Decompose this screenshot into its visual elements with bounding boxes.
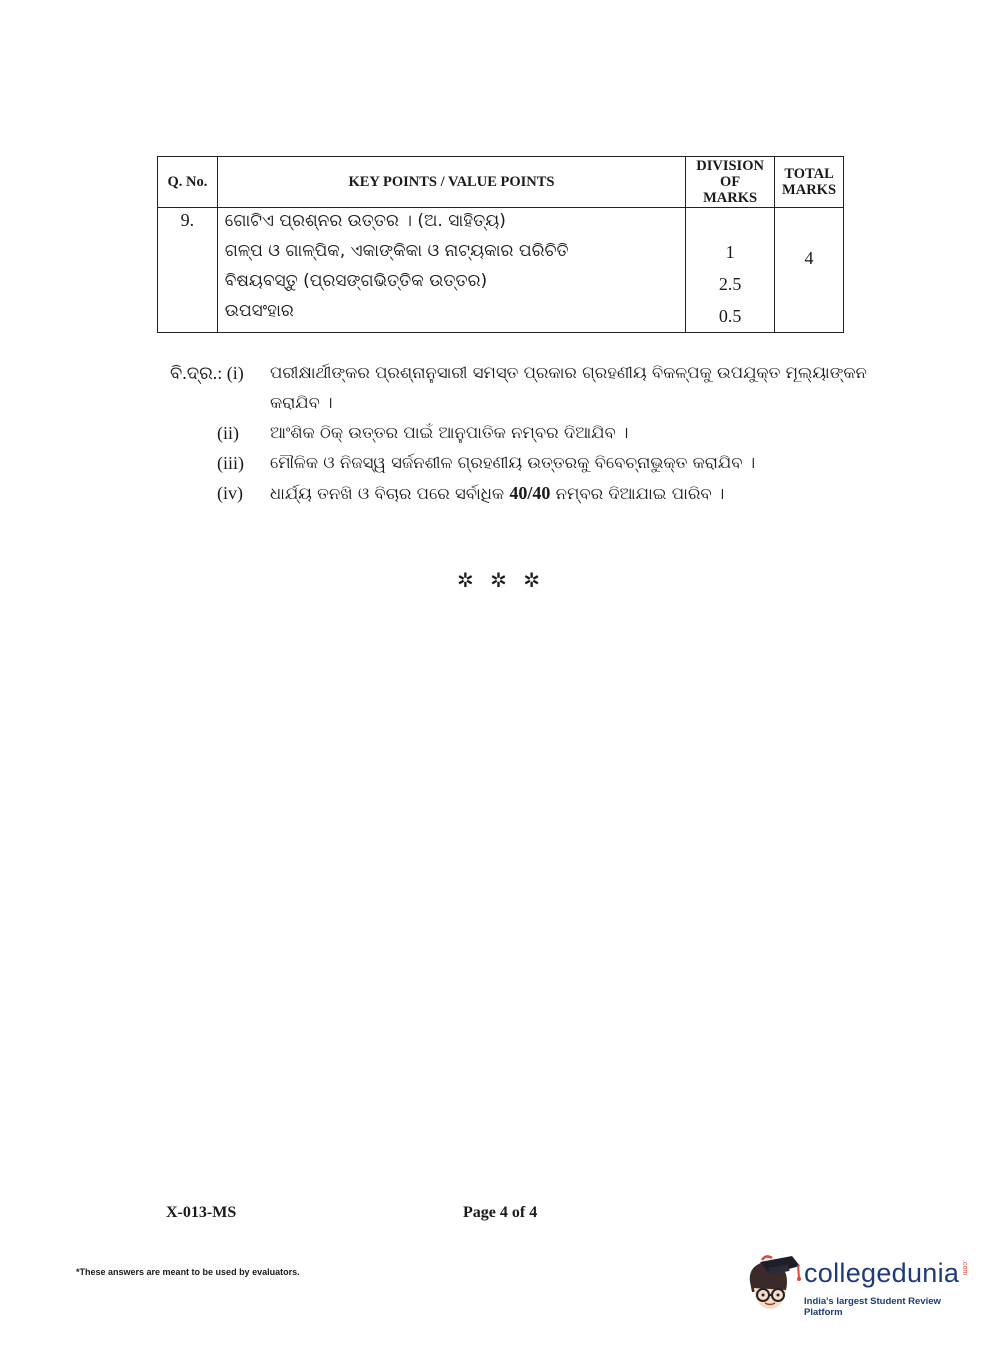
division-mark: 0.5	[718, 306, 742, 326]
header-qno: Q. No.	[158, 157, 218, 208]
note-label: (iv)	[217, 483, 243, 503]
end-stars: ✲ ✲ ✲	[457, 568, 545, 592]
note-label: ବି.ଦ୍ର.: (i)	[170, 363, 244, 383]
note-text: ପରୀକ୍ଷାର୍ଥୀଙ୍କର ପ୍ରଶ୍ନାନୁସାରୀ ସମସ୍ତ ପ୍ରକାର ଗ୍ରହଣୀୟ ବିକଳ୍ପକୁ ଉପଯୁକ୍ତ ମୂଲ୍ୟାଙ୍କନ	[270, 363, 867, 382]
note-item	[170, 478, 830, 508]
note-label: (ii)	[217, 423, 239, 443]
table-row	[158, 208, 844, 333]
logo-tagline: India's largest Student Review Platform	[804, 1296, 941, 1318]
division-of-marks-cell	[686, 208, 775, 333]
total-mark: 4	[804, 247, 814, 268]
note-text: ମୌଳିକ ଓ ନିଜସ୍ୱ ସର୍ଜନଶୀଳ ଗ୍ରହଣୀୟ ଉତ୍ତରକୁ ବିବେଚ୍ନାଭୁକ୍ତ କରାଯିବ ।	[270, 453, 756, 472]
key-point: ବିଷୟବସ୍ତୁ (ପ୍ରସଙ୍ଗଭିତ୍ତିକ ଉତ୍ତର)	[224, 271, 488, 291]
note-text: କରାଯିବ ।	[270, 393, 333, 412]
key-points-cell	[217, 208, 685, 333]
key-point: ଗୋଟିଏ ପ୍ରଶ୍ନର ଉତ୍ତର । (ଅ. ସାହିତ୍ୟ)	[224, 211, 506, 231]
paper-code: X-013-MS	[166, 1204, 237, 1221]
evaluation-notes	[170, 358, 867, 508]
header-total-marks: TOTAL MARKS	[775, 157, 844, 208]
header-division-of-marks: DIVISION OF MARKS	[686, 157, 775, 208]
max-marks: 40/40	[509, 483, 551, 503]
key-point: ଗଳ୍ପ ଓ ଗାଳ୍ପିକ, ଏକାଙ୍କିକା ଓ ନାଟ୍ୟକାର ପରିଚିତି	[224, 241, 569, 261]
note-text: ଧାର୍ଯ୍ୟ ତନଖି ଓ ବିଚାର ପରେ ସର୍ବାଧିକ 40/40 ନମ୍ବର ଦିଆଯାଇ ପାରିବ ।	[270, 483, 725, 503]
logo-dotcom: .com	[961, 1260, 968, 1276]
key-point: ଉପସଂହାର	[224, 301, 294, 321]
question-number: 9.	[158, 208, 218, 333]
page-number: Page 4 of 4	[463, 1204, 538, 1221]
logo-brand-text: collegedunia	[804, 1258, 960, 1288]
note-text: ଆଂଶିକ ଠିକ୍ ଉତ୍ତର ପାଇଁ ଆନୁପାତିକ ନମ୍ବର ଦିଆଯିବ ।	[270, 423, 629, 442]
total-marks-cell	[775, 208, 844, 333]
division-mark: 2.5	[718, 274, 742, 294]
division-mark: 1	[725, 242, 735, 262]
evaluators-note: *These answers are meant to be used by evaluators.	[76, 1267, 300, 1277]
note-item	[170, 418, 830, 448]
note-item	[170, 388, 830, 418]
note-item	[170, 358, 867, 388]
note-item	[170, 448, 830, 478]
header-key-points: KEY POINTS / VALUE POINTS	[217, 157, 685, 208]
mascot-icon	[742, 1252, 802, 1314]
collegedunia-logo	[742, 1252, 972, 1318]
note-label: (iii)	[217, 453, 244, 473]
marking-scheme-table	[157, 156, 844, 333]
